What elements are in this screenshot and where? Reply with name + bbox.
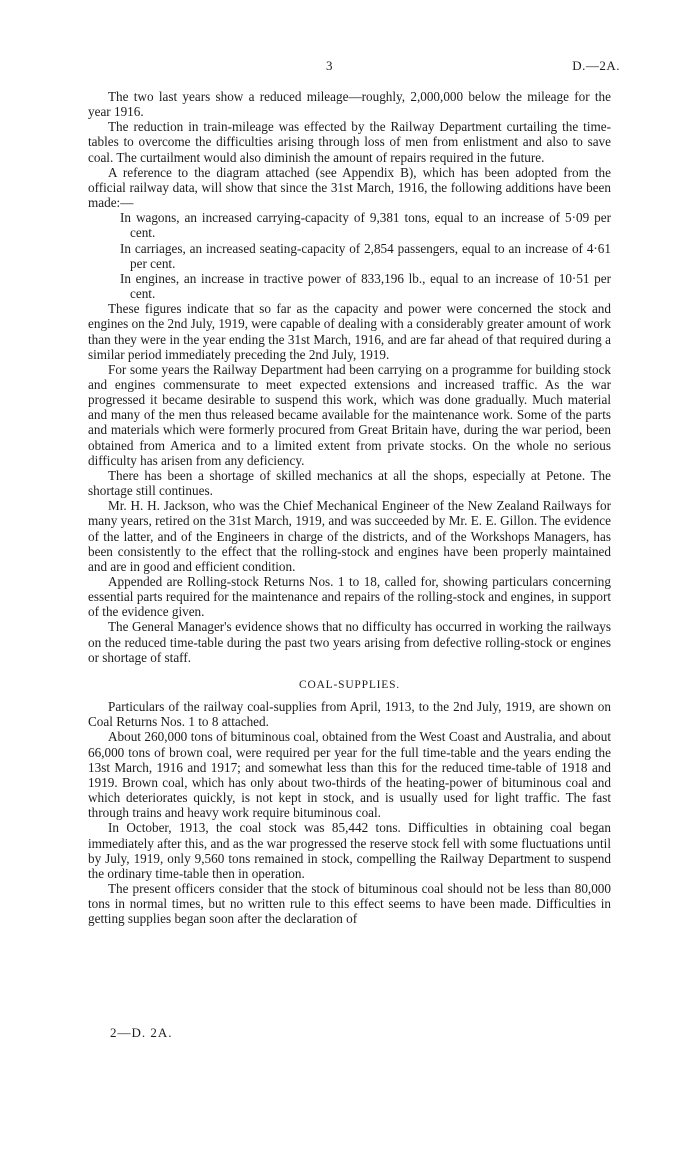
- paragraph: In October, 1913, the coal stock was 85,442 tons. Difficulties in obtaining coal began immediately after this, and as the war progressed the reserve stock fell with some fluctuations until by July, 1919, only 9,560 tons remained in stock, compelling the Railway Department to suspend the ordinary time-table then in operation.: [88, 820, 611, 881]
- addition-item-wagons: In wagons, an increased carrying-capacity of 9,381 tons, equal to an increase of 5·09 per cent.: [120, 210, 611, 241]
- document-reference: D.—2A.: [572, 58, 620, 73]
- page-number: 3: [326, 58, 333, 73]
- paragraph: About 260,000 tons of bituminous coal, obtained from the West Coast and Australia, and about 66,000 tons of brown coal, were required per year for the full time-table and the years ending the 13st March, 1916 and 1917; and somewhat less than this for the reduced time-table of 1918 and 1919. Brown coal, which has only about two-thirds of the heating-power of bituminous coal and which deteriorates quickly, is not kept in stock, and is usually used for light traffic. The fast through trains and heavy work require bituminous coal.: [88, 729, 611, 821]
- paragraph: There has been a shortage of skilled mechanics at all the shops, especially at Petone. The shortage still continues.: [88, 467, 611, 499]
- paragraph: Particulars of the railway coal-supplies from April, 1913, to the 2nd July, 1919, are shown on Coal Returns Nos. 1 to 8 attached.: [88, 699, 611, 730]
- paragraph: The reduction in train-mileage was effected by the Railway Department curtailing the time-tables to overcome the difficulties arising through loss of men from enlistment and also to save coal. The curtailment would also diminish the amount of repairs required in the future.: [88, 119, 611, 165]
- signature-mark: 2—D. 2A.: [110, 1025, 173, 1040]
- paragraph: Appended are Rolling-stock Returns Nos. 1 to 18, called for, showing particulars concerning essential parts required for the maintenance and repairs of the rolling-stock and engines, in support of the evidence given.: [88, 574, 611, 620]
- paragraph: Mr. H. H. Jackson, who was the Chief Mechanical Engineer of the New Zealand Railways for many years, retired on the 31st March, 1919, and was succeeded by Mr. E. E. Gillon. The evidence of the latter, and of the Engineers in charge of the districts, and of the Workshops Managers, has been consistently to the effect that the rolling-stock and engines have been properly maintained and are in good and efficient condition.: [88, 498, 611, 574]
- document-body: [88, 89, 611, 926]
- paragraph: The General Manager's evidence shows that no difficulty has occurred in working the railways on the reduced time-table during the past two years arising from defective rolling-stock or engines or shortage of staff.: [88, 619, 611, 665]
- paragraph: The present officers consider that the stock of bituminous coal should not be less than 80,000 tons in normal times, but no written rule to this effect seems to have been made. Difficulties in getting supplies began soon after the declaration of: [88, 880, 611, 927]
- addition-item-carriages: In carriages, an increased seating-capacity of 2,854 passengers, equal to an increase of 4·61 per cent.: [120, 240, 611, 271]
- paragraph: A reference to the diagram attached (see Appendix B), which has been adopted from the official railway data, will show that since the 31st March, 1916, the following additions have been made:—: [88, 164, 611, 211]
- paragraph: For some years the Railway Department had been carrying on a programme for building stock and engines commensurate to meet expected extensions and increased traffic. As the war progressed it became desirable to suspend this work, which was done gradually. Much material and many of the men thus released became available for the maintenance work. Some of the parts and materials which were formerly procured from Great Britain have, during the war period, been obtained from America and to a limited extent from private stocks. On the whole no serious difficulty has arisen from any deficiency.: [88, 361, 611, 468]
- paragraph: The two last years show a reduced mileage—roughly, 2,000,000 below the mileage for the year 1916.: [88, 89, 611, 120]
- section-heading: COAL-SUPPLIES.: [299, 678, 400, 691]
- paragraph: These figures indicate that so far as the capacity and power were concerned the stock and engines on the 2nd July, 1919, were capable of dealing with a considerably greater amount of work than they were in the year ending the 31st March, 1916, and are far ahead of that required during a similar period immediately preceding the 2nd July, 1919.: [88, 301, 611, 362]
- addition-item-engines: In engines, an increase in tractive power of 833,196 lb., equal to an increase of 10·51 per cent.: [120, 270, 611, 302]
